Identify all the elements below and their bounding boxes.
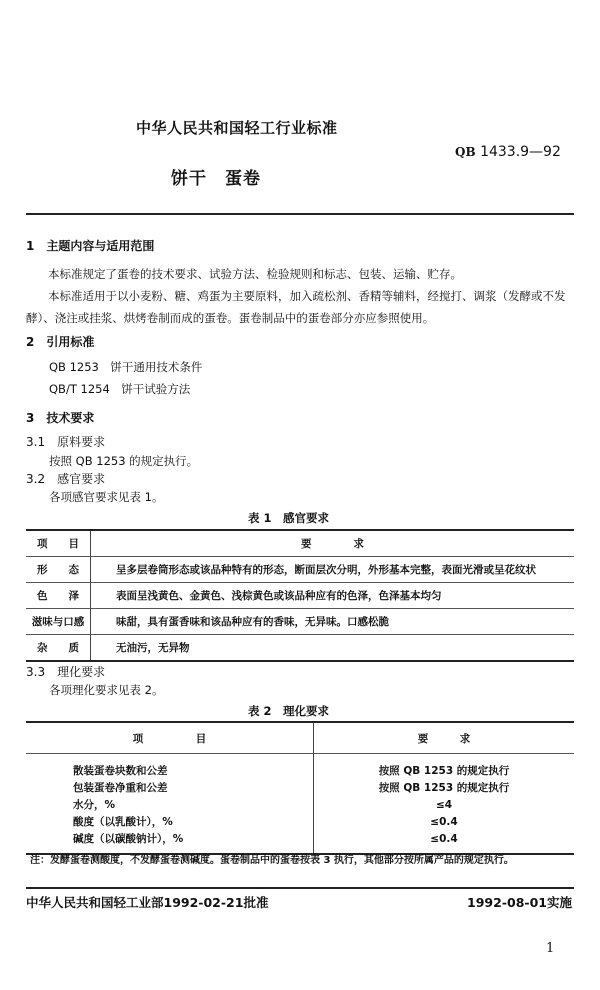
table-row xyxy=(26,796,574,813)
table-1-sensory-requirements xyxy=(26,529,574,662)
reference-standard-2: QB/T 1254 饼干试验方法 xyxy=(49,382,191,396)
section-3-heading: 3 技术要求 xyxy=(26,411,95,425)
implementation-date: 1992-08-01实施 xyxy=(467,895,572,910)
row-item: 水分，% xyxy=(26,796,314,813)
row-requirement: 表面呈浅黄色、金黄色、浅棕黄色或该品种应有的色泽，色泽基本均匀 xyxy=(91,583,575,609)
standard-code xyxy=(455,144,561,160)
section-1-paragraph-2: 本标准适用于以小麦粉、糖、鸡蛋为主要原料，加入疏松剂、香精等辅料，经搅打、调浆（发酵或不发酵）、浇注或挂浆、烘烤卷制而成的蛋卷。蛋卷制品中的蛋卷部分亦应参照使用。 xyxy=(26,289,566,325)
section-3-3-heading: 3.3 理化要求 xyxy=(26,665,106,679)
row-requirement: ≤0.4 xyxy=(430,815,458,828)
table-header-row xyxy=(26,530,574,557)
issuing-organization: 中华人民共和国轻工行业标准 xyxy=(136,119,338,137)
row-requirement: ≤4 xyxy=(435,798,453,811)
row-item: 杂 质 xyxy=(26,635,91,662)
table-row xyxy=(26,779,574,796)
standard-code-prefix: QB xyxy=(455,145,476,159)
row-item: 包装蛋卷净重和公差 xyxy=(26,779,314,796)
row-item: 色 泽 xyxy=(26,583,91,609)
table-2-caption: 表 2 理化要求 xyxy=(248,704,330,718)
section-1-paragraph-1: 本标准规定了蛋卷的技术要求、试验方法、检验规则和标志、包装、运输、贮存。 xyxy=(48,267,462,281)
section-3-1-heading: 3.1 原料要求 xyxy=(26,435,106,449)
row-requirement: 呈多层卷筒形态或该品种特有的形态，断面层次分明，外形基本完整，表面光滑或呈花纹状 xyxy=(91,557,575,583)
column-header-item: 项 目 xyxy=(26,722,314,754)
column-header-requirement: 要 求 xyxy=(91,530,575,557)
table-row xyxy=(26,754,574,780)
section-3-3-text: 各项理化要求见表 2。 xyxy=(49,683,164,697)
document-title: 饼干 蛋卷 xyxy=(171,169,261,189)
table-row xyxy=(26,583,574,609)
column-header-requirement: 要 求 xyxy=(314,722,575,754)
table-row xyxy=(26,557,574,583)
approval-statement: 中华人民共和国轻工业部1992-02-21批准 xyxy=(26,895,269,910)
reference-standard-1: QB 1253 饼干通用技术条件 xyxy=(49,360,203,374)
row-requirement: 无油污，无异物 xyxy=(116,642,190,654)
table-header-row xyxy=(26,722,574,754)
section-3-2-heading: 3.2 感官要求 xyxy=(26,472,106,486)
row-item: 碱度（以碳酸钠计），% xyxy=(26,830,314,854)
row-requirement: 按照 QB 1253 的规定执行 xyxy=(378,782,510,794)
section-3-2-text: 各项感官要求见表 1。 xyxy=(49,490,164,504)
footer-divider xyxy=(26,887,574,889)
table-row xyxy=(26,609,574,635)
header-divider xyxy=(26,213,574,215)
row-item: 形 态 xyxy=(26,557,91,583)
column-header-item: 项 目 xyxy=(26,530,91,557)
table-1-caption: 表 1 感官要求 xyxy=(248,511,330,525)
row-item: 滋味与口感 xyxy=(26,609,91,635)
row-requirement: 按照 QB 1253 的规定执行 xyxy=(378,765,510,777)
standard-code-number: 1433.9—92 xyxy=(480,144,561,160)
row-item: 酸度（以乳酸计），% xyxy=(26,813,314,830)
page-number: 1 xyxy=(546,941,555,956)
section-2-heading: 2 引用标准 xyxy=(26,335,95,349)
table-row xyxy=(26,813,574,830)
row-requirement: 味甜，具有蛋香味和该品种应有的香味，无异味。口感松脆 xyxy=(91,609,575,635)
row-item: 散装蛋卷块数和公差 xyxy=(26,754,314,780)
section-1-heading: 1 主题内容与适用范围 xyxy=(26,239,155,253)
section-3-1-text: 按照 QB 1253 的规定执行。 xyxy=(49,454,199,468)
table-2-physicochemical-requirements xyxy=(26,721,574,855)
table-row xyxy=(26,635,574,662)
table-2-note: 注：发酵蛋卷测酸度，不发酵蛋卷测碱度。蛋卷制品中的蛋卷按表 3 执行，其他部分按所属产品的规定执行。 xyxy=(30,855,514,866)
row-requirement: ≤0.4 xyxy=(430,832,458,845)
